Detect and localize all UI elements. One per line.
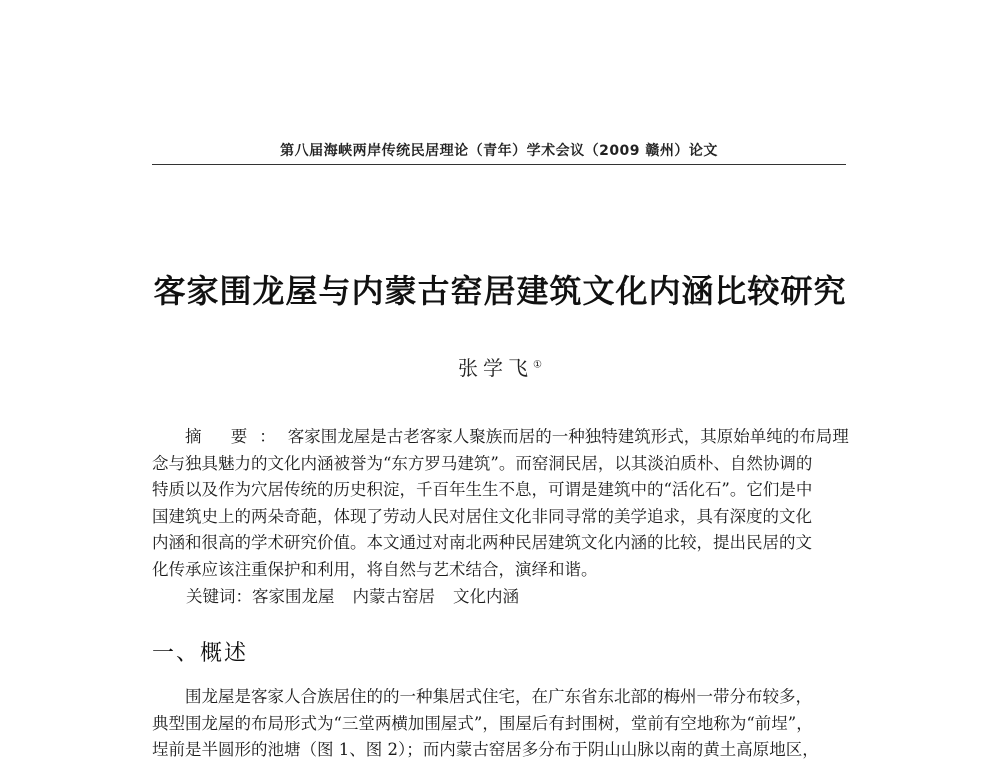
keyword: 内蒙古窑居 (352, 587, 435, 606)
body-line: 埕前是半圆形的池塘（图 1、图 2）；而内蒙古窑居多分布于阴山山脉以南的黄土高原地区， (152, 740, 819, 759)
body-line: 典型围龙屋的布局形式为“三堂两横加围屋式”，围屋后有封围树，堂前有空地称为“前埕”， (152, 713, 813, 733)
author-footnote-mark: ① (533, 359, 542, 371)
abstract-line: 内涵和很高的学术研究价值。本文通过对南北两种民居建筑文化内涵的比较，提出民居的文 (152, 533, 812, 552)
abstract-line (152, 424, 849, 451)
abstract-line: 特质以及作为穴居传统的历史积淀，千百年生生不息，可谓是建筑中的“活化石”。它们是中 (152, 480, 813, 499)
section-heading: 一、概述 (152, 641, 249, 666)
running-header: 第八届海峡两岸传统民居理论（青年）学术会议（2009 赣州）论文 (280, 143, 718, 159)
keyword: 客家围龙屋 (252, 587, 335, 606)
abstract-label: 摘 要： (185, 427, 288, 446)
keywords (186, 583, 537, 607)
abstract-line: 念与独具魅力的文化内涵被誉为“东方罗马建筑”。而窑洞民居，以其淡泊质朴、自然协调的 (152, 453, 813, 473)
abstract (152, 424, 849, 583)
abstract-line: 国建筑史上的两朵奇葩，体现了劳动人民对居住文化非同寻常的美学追求，具有深度的文化 (152, 506, 812, 526)
section-body (152, 684, 846, 764)
abstract-line: 化传承应该注重保护和利用，将自然与艺术结合，演绎和谐。 (152, 559, 598, 579)
paper-title: 客家围龙屋与内蒙古窑居建筑文化内涵比较研究 (153, 272, 847, 310)
author-line (400, 352, 600, 381)
body-line: 围龙屋是客家人合族居住的的一种集居式住宅，在广东省东北部的梅州一带分布较多， (185, 687, 812, 706)
keyword: 文化内涵 (453, 587, 519, 606)
abstract-line-text: 客家围龙屋是古老客家人聚族而居的一种独特建筑形式，其原始单纯的布局理 (287, 427, 849, 446)
header-divider (152, 164, 846, 165)
keywords-label: 关键词： (186, 587, 252, 606)
author-name: 张学飞 (458, 356, 534, 380)
